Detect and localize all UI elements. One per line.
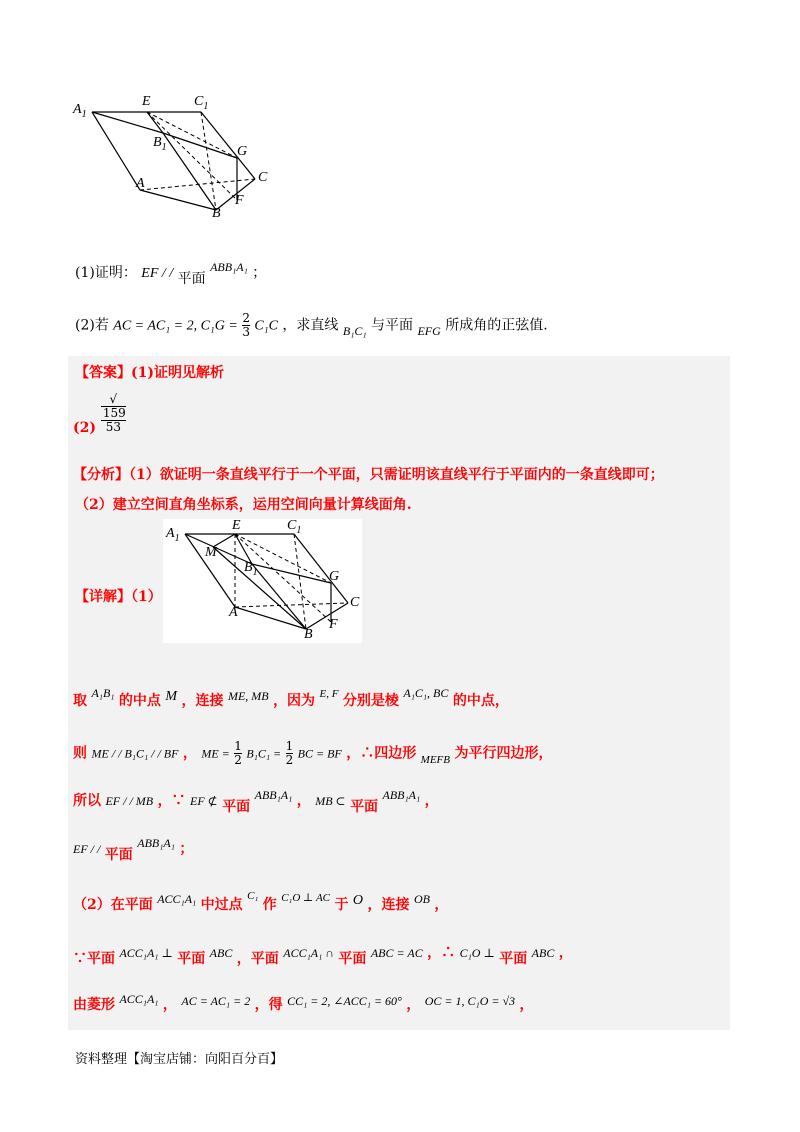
question-part1	[75, 260, 267, 287]
part1-plane: 平面	[177, 271, 206, 287]
fig2-label-B1: $B_1$	[244, 560, 258, 578]
solution-line-2: 则 ME / / B₁C₁ / / BF ， ME = $\frac{1}{2}$ B₁C₁ = $\frac{1}{2}$ BC = BF ，∴四边形 $_{MEFB}$ 为平行四边形，	[73, 739, 553, 767]
part2-text3: 所成角的正弦值.	[445, 317, 548, 334]
part1-math: EF / /	[141, 266, 174, 281]
fig2-label-C1: $C_1$	[287, 518, 302, 536]
fig2-label-B: B	[304, 627, 313, 642]
solution-line-3: 所以 EF / / MB ，∵ EF ⊄ 平面 ABB₁A₁ ， MB ⊂ 平面 ABB₁A₁ ，	[73, 788, 439, 815]
fig2-label-E: E	[232, 518, 241, 533]
label-C1: $C_1$	[194, 94, 209, 112]
part2-cond-end: C₁C	[254, 318, 278, 334]
fig2-label-A1: $A_1$	[166, 526, 180, 544]
fig2-label-A: A	[229, 605, 238, 620]
fig2-label-M: M	[205, 545, 217, 560]
solution-line-5: （2）在平面 ACC₁A₁ 中过点 $^{C_1}$ 作 $^{C_1O \perp AC}$ 于 O ，连接 OB ，	[73, 890, 449, 913]
part2-condition: AC = AC₁ = 2, C₁G =	[113, 318, 238, 334]
part2-plane: EFG	[417, 323, 441, 338]
fig2-label-F: F	[329, 617, 338, 632]
part1-prefix: (1)证明：	[75, 265, 137, 281]
solution-line-6: ∵平面 ACC₁A₁ ⊥ 平面 ABC ，平面 ACC₁A₁ ∩ 平面 ABC = AC ，∴ C₁O ⊥ 平面 ABC ，	[73, 945, 573, 967]
solution-line-4: EF / / 平面 ABB₁A₁ ；	[73, 836, 194, 863]
label-A: A	[136, 176, 145, 191]
part2-line: B₁C₁	[342, 323, 367, 338]
solution-line-7: 由菱形 ACC₁A₁ ， AC = AC₁ = 2 ，得 CC₁ = 2, ∠ACC₁ = 60° ， OC = 1, C₁O = √3 ，	[73, 992, 534, 1013]
part2-text1: ，求直线	[282, 317, 339, 334]
label-C: C	[258, 170, 268, 185]
fraction-two-thirds: $\frac{2}{3}$	[242, 311, 250, 339]
question-part2	[75, 312, 548, 339]
footer-source: 资料整理【淘宝店铺：向阳百分百】	[75, 1052, 284, 1067]
fraction-half-1: $\frac{1}{2}$	[234, 739, 242, 767]
label-G: G	[237, 144, 248, 159]
fraction-half-2: $\frac{1}{2}$	[285, 739, 294, 767]
part2-text2: 与平面	[371, 317, 413, 334]
prism-diagram-1	[70, 90, 280, 225]
answer-part2	[73, 393, 126, 434]
label-F: F	[235, 193, 244, 208]
label-A1: $A_1$	[73, 102, 87, 120]
part1-plane-name: ABB₁A₁	[210, 260, 248, 274]
label-E: E	[142, 94, 151, 109]
analysis-line-1: 【分析】（1）欲证明一条直线平行于一个平面，只需证明该直线平行于平面内的一条直线即可；	[73, 467, 664, 483]
solution-line-1: 取 A₁B₁ 的中点 M ，连接 ME, MB ，因为 $^{E, F}$ 分别是棱 A₁C₁, BC 的中点，	[73, 686, 509, 709]
answer-part2-label: (2)	[73, 419, 96, 436]
detail-label: 【详解】（1）	[75, 589, 162, 605]
fig2-label-C: C	[350, 595, 360, 610]
analysis-line-2: （2）建立空间直角坐标系，运用空间向量计算线面角.	[75, 497, 412, 513]
label-B: B	[212, 206, 221, 221]
figure-prism-2	[163, 519, 362, 643]
answer-title: 【答案】(1)证明见解析	[75, 365, 224, 381]
part1-end: ；	[252, 265, 267, 281]
fig2-label-G: G	[329, 569, 340, 584]
label-B1: $B_1$	[153, 135, 167, 153]
part2-prefix: (2)若	[75, 317, 109, 334]
figure-prism-1	[70, 90, 280, 225]
answer-fraction: √ 159 53	[102, 392, 126, 434]
